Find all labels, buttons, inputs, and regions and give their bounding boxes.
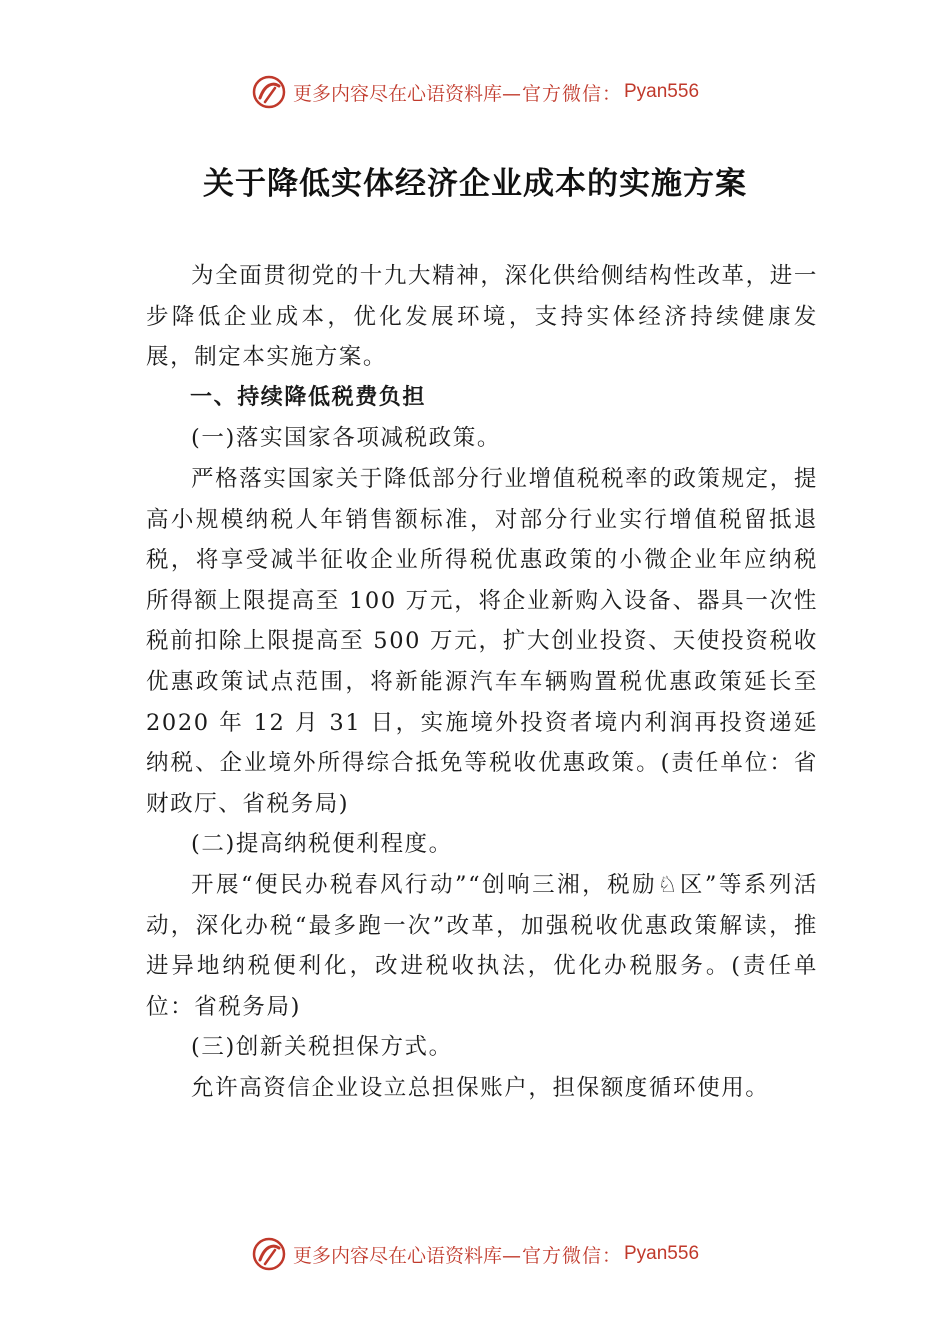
calligraphy-logo-icon xyxy=(251,1236,287,1272)
section-heading: 一、持续降低税费负担 xyxy=(190,384,427,410)
watermark-header xyxy=(0,70,950,114)
document-body xyxy=(146,256,818,1108)
paragraph: 严格落实国家关于降低部分行业增值税税率的政策规定，提高小规模纳税人年销售额标准，对部分行业实行增值税留抵退税，将享受减半征收企业所得税优惠政策的小微企业年应纳税所得额上限提高至 100 万元，将企业新购入设备、器具一次性税前扣除上限提高至 500 万元，扩大创业投资、天使投资税收优惠政策试点范围，将新能源汽车车辆购置税优惠政策延长至 2020 年 12 月 31 日，实施境外投资者境内利润再投资递延纳税、企业境外所得综合抵免等税收优惠政策。(责任单位：省财政厅、省税务局) xyxy=(146,465,818,817)
paragraph-intro: 为全面贯彻党的十九大精神，深化供给侧结构性改革，进一步降低企业成本，优化发展环境，支持实体经济持续健康发展，制定本实施方案。 xyxy=(146,263,818,371)
subsection-heading: (二)提高纳税便利程度。 xyxy=(191,831,453,858)
document-title: 关于降低实体经济企业成本的实施方案 xyxy=(203,166,747,202)
subsection-heading: (一)落实国家各项减税政策。 xyxy=(191,425,501,452)
watermark-wechat-id: Pyan556 xyxy=(624,81,700,102)
paragraph: 允许高资信企业设立总担保账户，担保额度循环使用。 xyxy=(191,1074,770,1101)
watermark-footer xyxy=(0,1232,950,1276)
subsection-heading: (三)创新关税担保方式。 xyxy=(191,1034,453,1061)
watermark-wechat-id: Pyan556 xyxy=(624,1243,700,1264)
paragraph: 开展“便民办税春风行动”“创响三湘，税励♘区”等系列活动，深化办税“最多跑一次”改革，加强税收优惠政策解读，推进异地纳税便利化，改进税收执法，优化办税服务。(责任单位：省税务局) xyxy=(146,871,818,1020)
calligraphy-logo-icon xyxy=(251,74,287,110)
watermark-subtext: —官方微信： xyxy=(501,82,622,105)
watermark-text: 更多内容尽在心语资料库 xyxy=(292,1244,502,1267)
watermark-subtext: —官方微信： xyxy=(501,1244,622,1267)
watermark-text: 更多内容尽在心语资料库 xyxy=(292,82,502,105)
